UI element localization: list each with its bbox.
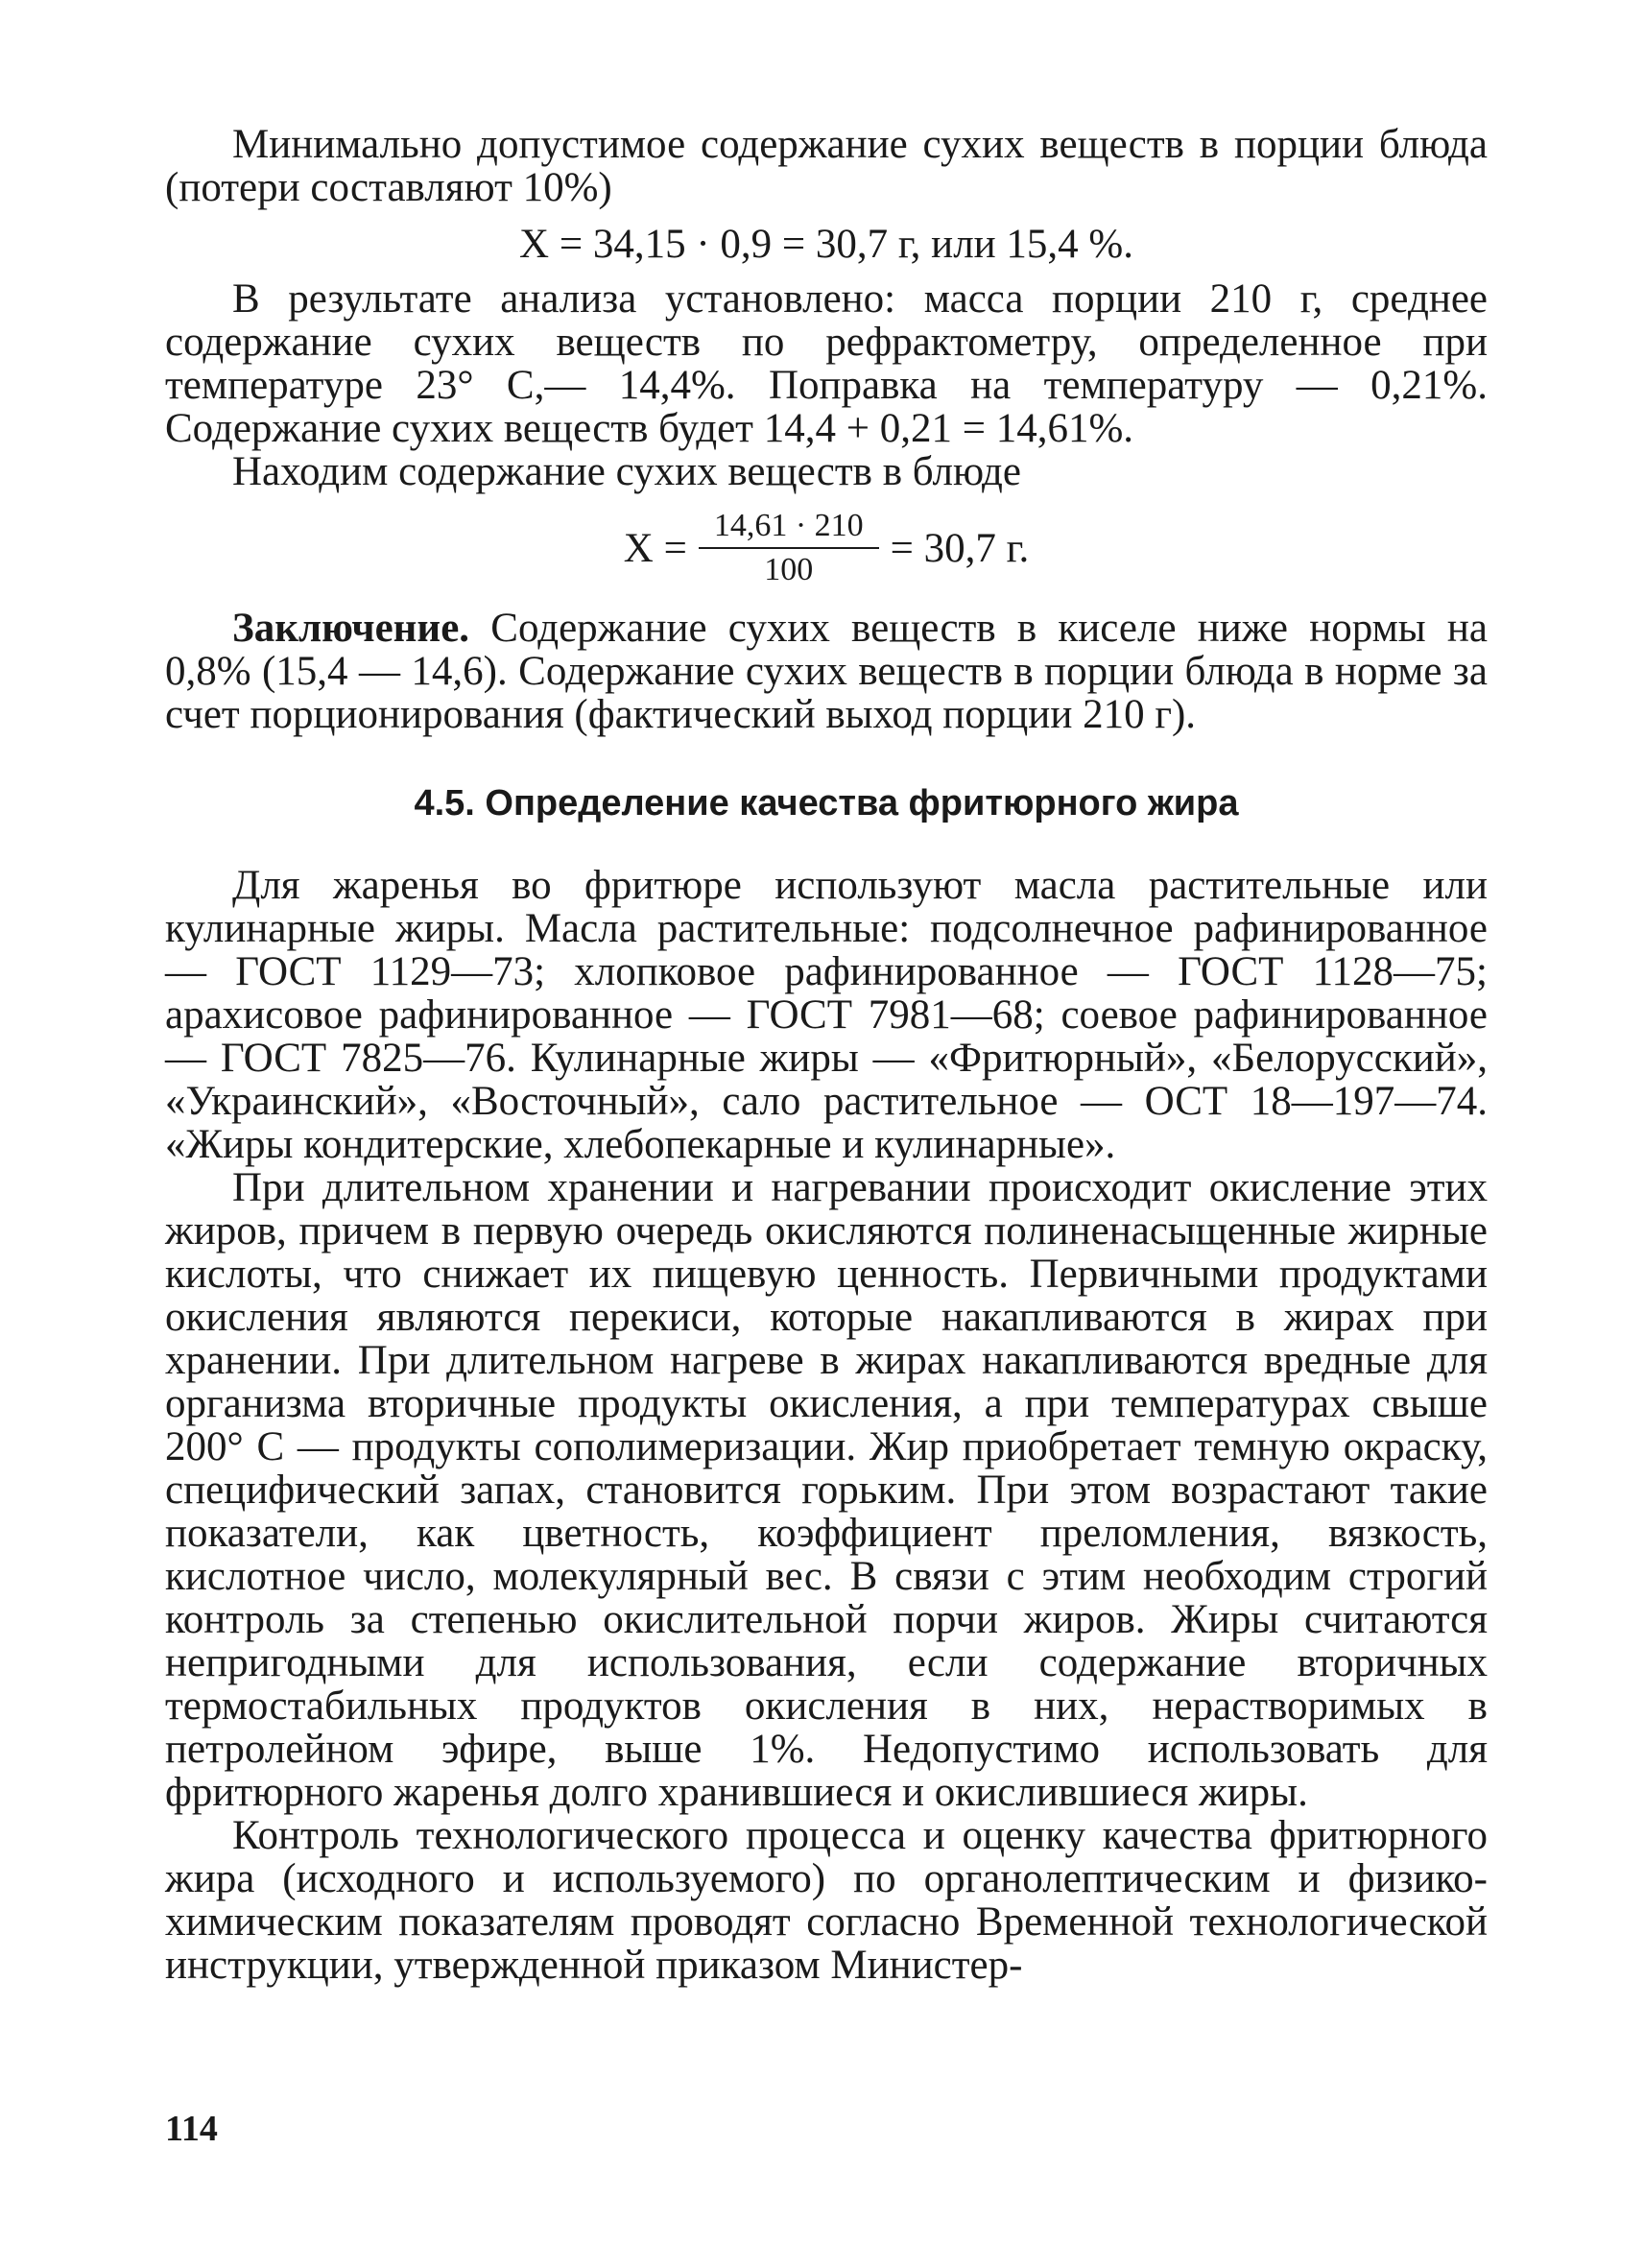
paragraph-conclusion: [165, 607, 1488, 736]
paragraph-frying-oils: Для жаренья во фритюре используют масла растительные или кулинарные жиры. Масла растительные: подсолнечное рафинированное — ГОСТ 1129—73; хлопковое рафинированное — ГОСТ 1128—75; арахисовое рафинированное — ГОСТ 7981—68; соевое рафинированное — ГОСТ 7825—76. Кулинарные жиры — «Фритюрный», «Белорусский», «Украинский», «Восточный», сало растительное — ОСТ 18—197—74. «Жиры кондитерские, хлебопекарные и кулинарные».: [165, 863, 1488, 1167]
page-content: [165, 123, 1488, 1987]
fraction-denominator: 100: [764, 552, 814, 587]
formula-lhs: X =: [623, 525, 687, 571]
paragraph-oxidation: При длительном хранении и нагревании происходит окисление этих жиров, причем в первую очередь окисляются полиненасыщенные жирные кислоты, что снижает их пищевую ценность. Первичными продуктами окисления являются перекиси, которые накапливаются в жирах при хранении. При длительном нагреве в жирах накапливаются вредные для организма вторичные продукты окисления, а при температурах свыше 200° C — продукты сополимеризации. Жир приобретает темную окраску, специфический запах, становится горьким. При этом возрастают такие показатели, как цветность, коэффициент преломления, вязкость, кислотное число, молекулярный вес. В связи с этим необходим строгий контроль за степенью окислительной порчи жиров. Жиры считаются непригодными для использования, если содержание вторичных термостабильных продуктов окисления в них, нерастворимых в петролейном эфире, выше 1%. Недопустимо использовать для фритюрного жаренья долго хранившиеся и окислившиеся жиры.: [165, 1165, 1488, 1815]
formula-fraction: [165, 507, 1488, 589]
paragraph-min-dry-matter: Минимально допустимое содержание сухих веществ в порции блюда (потери составляют 10%): [165, 122, 1488, 210]
fraction: [699, 507, 879, 589]
formula-rhs: = 30,7 г.: [890, 525, 1030, 571]
paragraph-find-dry-matter: Находим содержание сухих веществ в блюде: [232, 449, 1021, 494]
paragraph-quality-control: Контроль технологического процесса и оценку качества фритюрного жира (исходного и используемого) по органолептическим и физико-химическим показателям проводят согласно Временной технологической инструкции, утвержденной приказом Министер-: [165, 1813, 1488, 1988]
conclusion-label: Заключение.: [232, 606, 470, 651]
formula-x-portion: X = 34,15 · 0,9 = 30,7 г, или 15,4 %.: [519, 222, 1133, 267]
fraction-numerator: 14,61 · 210: [699, 507, 879, 549]
section-heading: 4.5. Определение качества фритюрного жира: [414, 783, 1239, 824]
conclusion-text: Содержание сухих веществ в киселе ниже нормы на 0,8% (15,4 — 14,6). Содержание сухих веществ в порции блюда в норме за счет порционирования (фактический выход порции 210 г).: [165, 606, 1489, 737]
page-number: 114: [165, 2109, 218, 2149]
paragraph-analysis-result: В результате анализа установлено: масса порции 210 г, среднее содержание сухих веществ по рефрактометру, определенное при температуре 23° C,— 14,4%. Поправка на температуру — 0,21%. Содержание сухих веществ будет 14,4 + 0,21 = 14,61%.: [165, 276, 1488, 451]
